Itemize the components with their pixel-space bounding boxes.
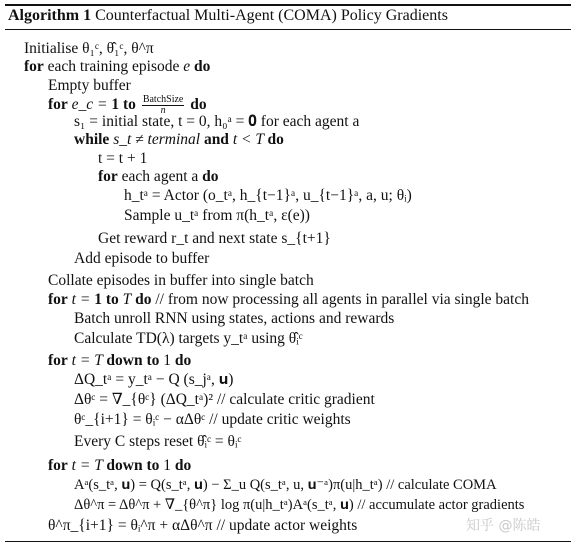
- line-while: [74, 131, 284, 149]
- fraction-denominator: n: [160, 105, 166, 116]
- algorithm-title: [8, 7, 448, 25]
- episode-var: e: [183, 58, 191, 75]
- line-critic-gradient: Δθᶜ = ∇_{θᶜ} (ΔQ_tᵃ)² // calculate critic gradient: [74, 391, 375, 408]
- keyword-to: to: [101, 291, 123, 308]
- line-increment-t: t = t + 1: [98, 150, 148, 167]
- line-actor: h_tᵃ = Actor (o_tᵃ, h_{t−1}ᵃ, u_{t−1}ᵃ, a, u; θᵢ): [124, 187, 412, 204]
- keyword-down-to: down to: [106, 457, 160, 474]
- text: t < T: [228, 131, 268, 148]
- keyword-do: do: [267, 131, 284, 148]
- line-initialise: Initialise θ₁ᶜ, θ̂₁ᶜ, θ^π: [24, 40, 154, 57]
- line-coma-advantage: Aᵃ(s_tᵃ, 𝐮) = Q(s_tᵃ, 𝐮) − Σ_u Q(s_tᵃ, u, 𝐮⁻ᵃ)π(u|h_tᵃ) // calculate COMA: [74, 477, 497, 493]
- line-td-lambda: Calculate TD(λ) targets y_tᵃ using θ̂ᵢᶜ: [74, 330, 303, 347]
- keyword-down-to: down to: [106, 352, 160, 369]
- zhihu-watermark: 知乎 @陈皓: [466, 518, 541, 534]
- keyword-for: for: [48, 352, 68, 369]
- keyword-for: for: [48, 457, 68, 474]
- text: 1: [159, 352, 175, 369]
- algorithm-label: Algorithm 1: [8, 7, 92, 24]
- line-actor-gradient: Δθ^π = Δθ^π + ∇_{θ^π} log π(u|h_tᵃ)Aᵃ(s_tᵃ, 𝐮) // accumulate actor gradients: [74, 497, 525, 513]
- var-T: T: [122, 291, 132, 308]
- text: each agent a: [117, 168, 203, 185]
- bold-one: 1: [111, 96, 120, 114]
- line-batch-unroll: Batch unroll RNN using states, actions and rewards: [74, 310, 395, 327]
- text: t =: [67, 291, 95, 308]
- keyword-for: for: [48, 291, 68, 308]
- line-sample: Sample u_tᵃ from π(h_tᵃ, ε(e)): [124, 207, 310, 224]
- line-critic-update: θᶜ_{i+1} = θᵢᶜ − αΔθᶜ // update critic weights: [74, 411, 351, 428]
- line-empty-buffer: Empty buffer: [48, 77, 131, 94]
- text: t = T: [67, 457, 107, 474]
- keyword-do: do: [202, 168, 219, 185]
- top-rule: [5, 4, 571, 6]
- keyword-do: do: [186, 96, 207, 114]
- keyword-do: do: [174, 352, 192, 369]
- fraction-numerator: BatchSize: [142, 94, 184, 105]
- line-reward: Get reward r_t and next state s_{t+1}: [98, 230, 331, 247]
- line-add-episode: Add episode to buffer: [74, 250, 210, 267]
- keyword-to: to: [119, 96, 140, 114]
- bold-one: 1: [94, 291, 102, 308]
- text: 1: [159, 457, 175, 474]
- keyword-while: while: [74, 131, 110, 148]
- algorithm-name: Counterfactual Multi-Agent (COMA) Policy Gradients: [95, 7, 448, 24]
- text: s_t ≠ terminal: [109, 131, 204, 148]
- line-collate: Collate episodes in buffer into single batch: [48, 272, 314, 289]
- text: t = T: [67, 352, 107, 369]
- line-for-actor-loop: [48, 457, 191, 475]
- line-for-critic-loop: [48, 352, 191, 370]
- keyword-for: for: [24, 58, 44, 75]
- line-initial-state: s₁ = initial state, t = 0, h₀ᵃ = 𝟎 for each agent a: [74, 113, 360, 130]
- keyword-for: for: [48, 96, 68, 114]
- line-for-episodes: [24, 58, 210, 76]
- batch-counter: e_c =: [67, 96, 112, 114]
- line-reset-target: Every C steps reset θ̂ᵢᶜ = θᵢᶜ: [74, 433, 242, 450]
- keyword-do: do: [174, 457, 192, 474]
- keyword-do: do: [190, 58, 211, 75]
- line-for-timesteps: [48, 291, 529, 309]
- keyword-for: for: [98, 168, 118, 185]
- bottom-rule: [5, 541, 571, 542]
- text: each training episode: [43, 58, 184, 75]
- keyword-do: do: [131, 291, 152, 308]
- line-for-agents: [98, 168, 219, 186]
- line-actor-update: θ^π_{i+1} = θᵢ^π + αΔθ^π // update actor weights: [48, 517, 358, 534]
- line-delta-q: ΔQ_tᵃ = y_tᵃ − Q (s_jᵃ, 𝐮): [74, 371, 234, 388]
- keyword-and: and: [203, 131, 229, 148]
- header-rule: [5, 29, 571, 30]
- comment: // from now processing all agents in parallel via single batch: [151, 291, 529, 308]
